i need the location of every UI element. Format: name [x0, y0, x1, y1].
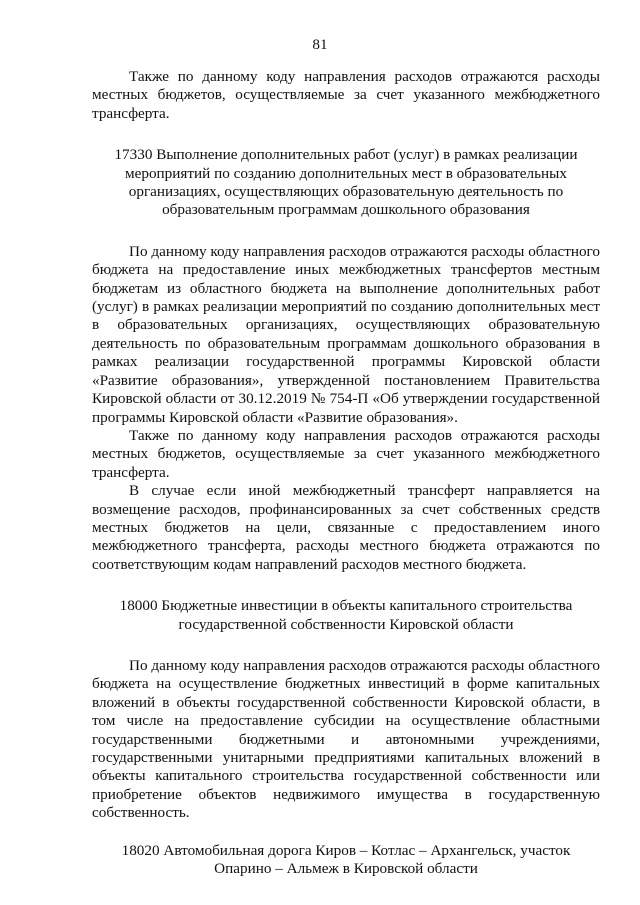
document-body — [92, 68, 600, 878]
paragraph-transfer-local-1: Также по данному коду направления расходов отражаются расходы местных бюджетов, осуществляемые за счет указанного межбюджетного трансферта. — [92, 68, 600, 122]
paragraph-transfer-local-2: Также по данному коду направления расходов отражаются расходы местных бюджетов, осуществляемые за счет указанного межбюджетного трансферта. — [92, 426, 600, 481]
page-number: 81 — [312, 36, 328, 53]
paragraph-17330-description: По данному коду направления расходов отражаются расходы областного бюджета на предоставление иных межбюджетных трансфертов местным бюджетам из областного бюджета на выполнение дополнительных работ (услуг) в рамках реализации мероприятий по созданию дополнительных мест в образовательных организациях, осуществляющих образовательную деятельность по образовательным программам дошкольного образования в рамках реализации государственной программы Кировской области «Развитие образования», утвержденной постановлением Правительства Кировской области от 30.12.2019 № 754-П «Об утверждении государственной программы Кировской области «Развитие образования». — [92, 242, 600, 426]
section-heading-18020: 18020 Автомобильная дорога Киров – Котлас – Архангельск, участок Опарино – Альмеж в Кировской области — [121, 841, 571, 878]
paragraph-18000-description: По данному коду направления расходов отражаются расходы областного бюджета на осуществление бюджетных инвестиций в форме капитальных вложений в объекты государственной собственности Кировской области, в том числе на предоставление субсидии на осуществление областными государственными бюджетными и автономными учреждениями, государственными унитарными предприятиями капитальных вложений в объекты капитального строительства государственной собственности или приобретение объектов недвижимого имущества в государственную собственность. — [92, 656, 600, 822]
section-heading-17330: 17330 Выполнение дополнительных работ (услуг) в рамках реализации мероприятий по созданию дополнительных мест в образовательных организациях, осуществляющих образовательную деятельность по образовательным программам дошкольного образования — [114, 146, 578, 219]
paragraph-reimbursement-case: В случае если иной межбюджетный трансферт направляется на возмещение расходов, профинансированных за счет собственных средств местных бюджетов на цели, связанные с предоставлением иного межбюджетного трансферта, расходы местного бюджета отражаются по соответствующим кодам направлений расходов местного бюджета. — [92, 482, 600, 573]
section-heading-18000: 18000 Бюджетные инвестиции в объекты капитального строительства государственной собственности Кировской области — [119, 597, 573, 633]
